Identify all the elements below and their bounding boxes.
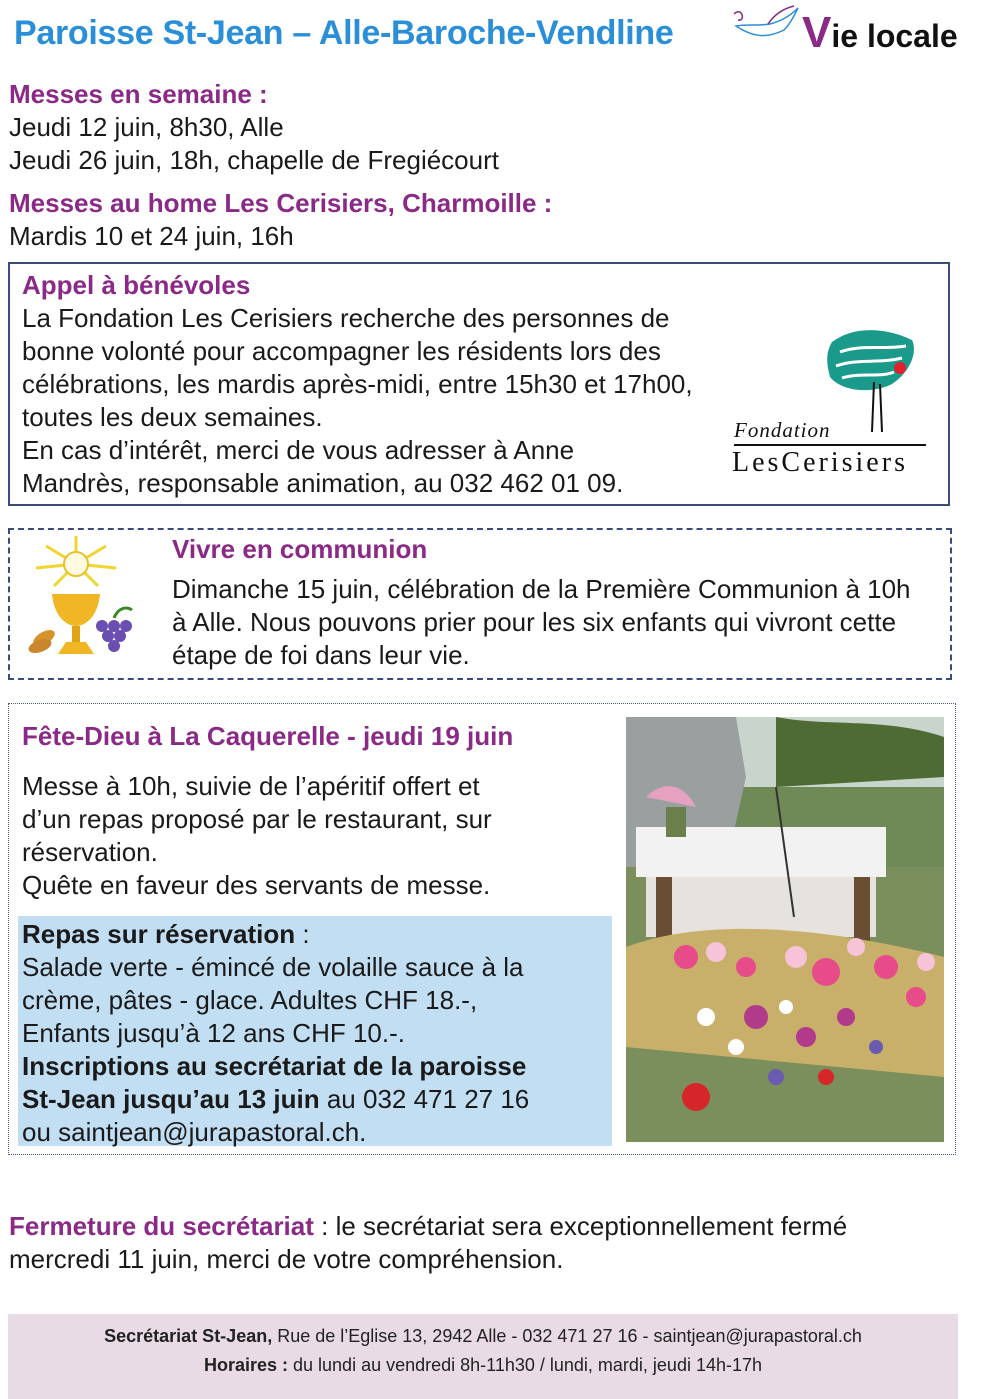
fete-dieu-line-1: Messe à 10h, suivie de l’apéritif offert et bbox=[22, 771, 480, 801]
meal-line-1: Salade verte - émincé de volaille sauce à la bbox=[22, 952, 524, 982]
meal-line-3: Enfants jusqu’à 12 ans CHF 10.-. bbox=[22, 1018, 405, 1048]
section-rest: ie locale bbox=[831, 18, 958, 54]
meal-line-2: crème, pâtes - glace. Adultes CHF 18.-, bbox=[22, 985, 478, 1015]
closure-text-1: : le secrétariat sera exceptionnellement fermé bbox=[313, 1211, 848, 1241]
volunteers-line-1: La Fondation Les Cerisiers recherche des personnes de bbox=[22, 303, 670, 333]
volunteers-line-6: Mandrès, responsable animation, au 032 462 01 09. bbox=[22, 468, 624, 498]
volunteers-line-2: bonne volonté pour accompagner les résidents lors des bbox=[22, 336, 661, 366]
fete-dieu-line-4: Quête en faveur des servants de messe. bbox=[22, 870, 491, 900]
logo-text-fondation: Fondation bbox=[734, 418, 831, 442]
signup-line-2 bbox=[22, 1083, 529, 1116]
footer-secretariat-label: Secrétariat St-Jean, bbox=[104, 1326, 273, 1346]
page-title: Paroisse St-Jean – Alle-Baroche-Vendline bbox=[14, 14, 674, 52]
fete-dieu-line-2: d’un repas proposé par le restaurant, sur bbox=[22, 804, 492, 834]
chalice-icon bbox=[26, 534, 136, 664]
fete-dieu-heading: Fête-Dieu à La Caquerelle - jeudi 19 juin bbox=[22, 721, 514, 751]
volunteers-heading: Appel à bénévoles bbox=[22, 270, 251, 300]
signup-email-line: ou saintjean@jurapastoral.ch. bbox=[22, 1117, 367, 1147]
footer-address: Rue de l’Eglise 13, 2942 Alle - 032 471 27 16 - saintjean@jurapastoral.ch bbox=[272, 1326, 862, 1346]
masses-week-line-1: Jeudi 12 juin, 8h30, Alle bbox=[9, 112, 284, 142]
logo-rule bbox=[734, 444, 926, 446]
signup-deadline: St-Jean jusqu’au 13 juin bbox=[22, 1084, 320, 1114]
footer-hours-line bbox=[8, 1355, 958, 1376]
footer-hours: du lundi au vendredi 8h-11h30 / lundi, mardi, jeudi 14h-17h bbox=[288, 1355, 763, 1375]
footer-address-line bbox=[8, 1326, 958, 1347]
communion-line-3: étape de foi dans leur vie. bbox=[172, 640, 470, 670]
signup-phone: au 032 471 27 16 bbox=[319, 1084, 530, 1114]
communion-line-1: Dimanche 15 juin, célébration de la Première Communion à 10h bbox=[172, 574, 911, 604]
dove-icon bbox=[728, 4, 808, 52]
fondation-tree-logo bbox=[822, 322, 932, 432]
altar-flowers-photo bbox=[626, 717, 944, 1142]
footer-hours-label: Horaires : bbox=[203, 1355, 289, 1375]
volunteers-line-3: célébrations, les mardis après-midi, entre 15h30 et 17h00, bbox=[22, 369, 693, 399]
masses-home-heading: Messes au home Les Cerisiers, Charmoille : bbox=[9, 188, 553, 218]
closure-line-2: mercredi 11 juin, merci de votre compréhension. bbox=[9, 1244, 564, 1274]
closure-heading: Fermeture du secrétariat bbox=[9, 1211, 314, 1241]
closure-line-1 bbox=[9, 1210, 969, 1243]
section-label bbox=[802, 8, 958, 58]
communion-heading: Vivre en communion bbox=[172, 534, 428, 564]
footer bbox=[8, 1314, 958, 1399]
meal-heading-line bbox=[22, 918, 310, 951]
volunteers-line-5: En cas d’intérêt, merci de vous adresser à Anne bbox=[22, 435, 575, 465]
section-initial: V bbox=[802, 8, 832, 57]
masses-home-line-1: Mardis 10 et 24 juin, 16h bbox=[9, 221, 294, 251]
meal-heading: Repas sur réservation bbox=[22, 919, 296, 949]
fete-dieu-line-3: réservation. bbox=[22, 837, 158, 867]
volunteers-line-4: toutes les deux semaines. bbox=[22, 402, 323, 432]
communion-line-2: à Alle. Nous pouvons prier pour les six enfants qui vivront cette bbox=[172, 607, 897, 637]
logo-text-cerisiers: LesCerisiers bbox=[732, 447, 908, 478]
meal-heading-suffix: : bbox=[295, 919, 310, 949]
signup-line-1: Inscriptions au secrétariat de la paroisse bbox=[22, 1051, 527, 1081]
masses-week-line-2: Jeudi 26 juin, 18h, chapelle de Fregiécourt bbox=[9, 145, 499, 175]
masses-week-heading: Messes en semaine : bbox=[9, 79, 268, 109]
